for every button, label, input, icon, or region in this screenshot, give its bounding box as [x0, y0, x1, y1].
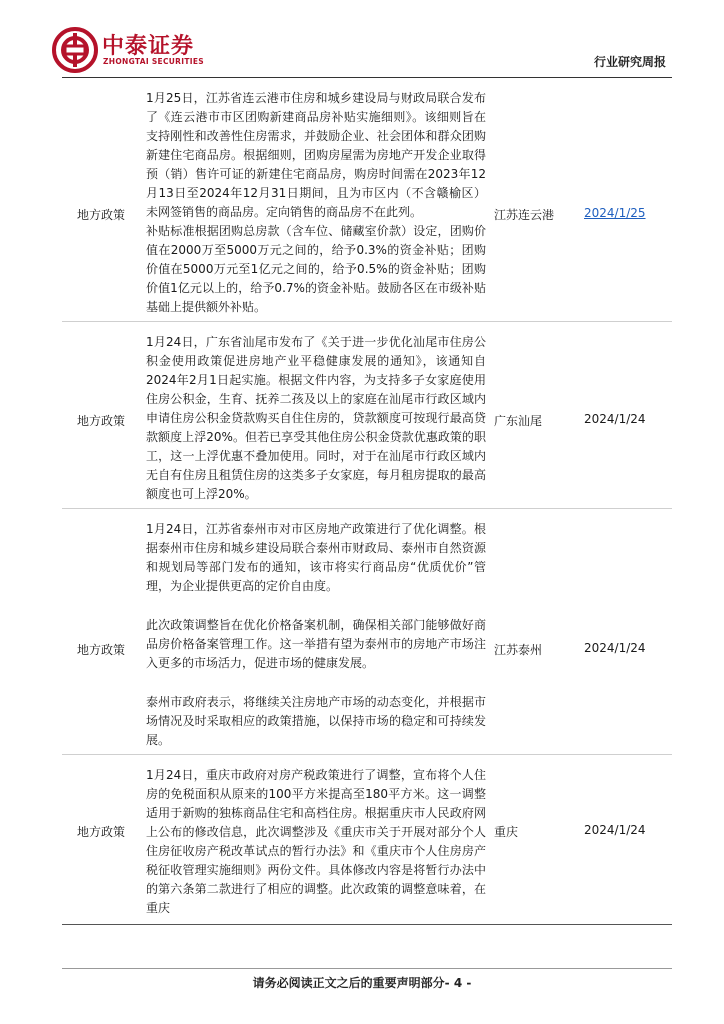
policy-date: 2024/1/24: [584, 412, 646, 426]
policy-paragraph: 泰州市政府表示，将继续关注房地产市场的动态变化，并根据市场情况及时采取相应的政策措施，以保持市场的稳定和可持续发展。: [146, 695, 486, 747]
policy-category: 地方政策: [76, 643, 125, 657]
policy-category: 地方政策: [76, 825, 125, 839]
policy-region: 重庆: [494, 825, 519, 839]
policy-content: [140, 755, 486, 922]
page-number: - 4 -: [444, 976, 472, 990]
logo-english-name: ZHONGTAI SECURITIES: [103, 57, 204, 66]
page-header: [0, 0, 724, 80]
policy-date: 2024/1/24: [584, 641, 646, 655]
table-row: [62, 508, 672, 754]
policy-category: 地方政策: [76, 414, 125, 428]
policy-paragraph: 1月24日，广东省汕尾市发布了《关于进一步优化汕尾市住房公积金使用政策促进房地产业平稳健康发展的通知》，该通知自2024年2月1日起实施。根据文件内容，为支持多子女家庭使用住房公积金，生育、抚养二孩及以上的家庭在汕尾市行政区域内申请住房公积金贷款购买自住住房的，贷款额度可按现行最高贷款额度上浮20%。但若已享受其他住房公积金贷款优惠政策的职工，这一上浮优惠不叠加使用。同时，对于在汕尾市行政区域内无自有住房且租赁住房的这类多子女家庭，每月租房提取的最高额度也可上浮20%。: [146, 335, 486, 501]
policy-date-link[interactable]: 2024/1/25: [584, 206, 646, 220]
company-logo: [52, 27, 222, 73]
zhongtai-logo-icon: [52, 27, 98, 73]
table-row: [62, 78, 672, 321]
policy-paragraph: 1月24日，江苏省泰州市对市区房地产政策进行了优化调整。根据泰州市住房和城乡建设局联合泰州市财政局、泰州市自然资源和规划局等部门发布的通知，该市将实行商品房“优质优价”管理，为企业提供更高的定价自由度。: [146, 522, 486, 593]
report-type-label: 行业研究周报: [593, 55, 666, 69]
policy-content: [140, 322, 486, 508]
policy-date: 2024/1/24: [584, 823, 646, 837]
policy-table: [62, 78, 672, 924]
table-row: [62, 754, 672, 922]
logo-chinese-name: 中泰证券: [102, 34, 195, 59]
policy-paragraph: 1月25日，江苏省连云港市住房和城乡建设局与财政局联合发布了《连云港市市区团购新建商品房补贴实施细则》。该细则旨在支持刚性和改善性住房需求，并鼓励企业、社会团体和群众团购新建住宅商品房。根据细则，团购房屋需为房地产开发企业取得预（销）售许可证的新建住宅商品房，购房时间需在2023年12月13日至2024年12月31日期间，且为市区内（不含赣榆区）未网签销售的商品房。定向销售的商品房不在此列。: [146, 91, 486, 219]
policy-region: 江苏泰州: [494, 643, 543, 657]
table-row: [62, 321, 672, 508]
policy-content: [140, 509, 486, 754]
policy-region: 江苏连云港: [494, 208, 555, 222]
policy-paragraph: 1月24日，重庆市政府对房产税政策进行了调整，宣布将个人住房的免税面积从原来的100平方米提高至180平方米。这一调整适用于新购的独栋商品住宅和高档住房。根据重庆市人民政府网上公布的修改信息，此次调整涉及《重庆市关于开展对部分个人住房征收房产税改革试点的暂行办法》和《重庆市个人住房房产税征收管理实施细则》两份文件。具体修改内容是将暂行办法中的第六条第二款进行了相应的调整。此次政策的调整意味着，在重庆: [146, 768, 486, 915]
table-bottom-divider: [62, 924, 672, 925]
disclaimer-note: 请务必阅读正文之后的重要声明部分: [252, 976, 445, 990]
policy-category: 地方政策: [76, 208, 125, 222]
page-footer: [0, 974, 724, 991]
footer-divider: [62, 968, 672, 969]
policy-paragraph: 补贴标准根据团购总房款（含车位、储藏室价款）设定，团购价值在2000万至5000万元之间的，给予0.3%的资金补贴；团购价值在5000万元至1亿元之间的，给予0.5%的资金补贴；团购价值1亿元以上的，给予0.7%的资金补贴。鼓励各区在市级补贴基础上提供额外补贴。: [146, 224, 486, 314]
policy-paragraph: 此次政策调整旨在优化价格备案机制，确保相关部门能够做好商品房价格备案管理工作。这一举措有望为泰州市的房地产市场注入更多的市场活力，促进市场的健康发展。: [146, 618, 486, 670]
policy-region: 广东汕尾: [494, 414, 543, 428]
policy-content: [140, 78, 486, 321]
